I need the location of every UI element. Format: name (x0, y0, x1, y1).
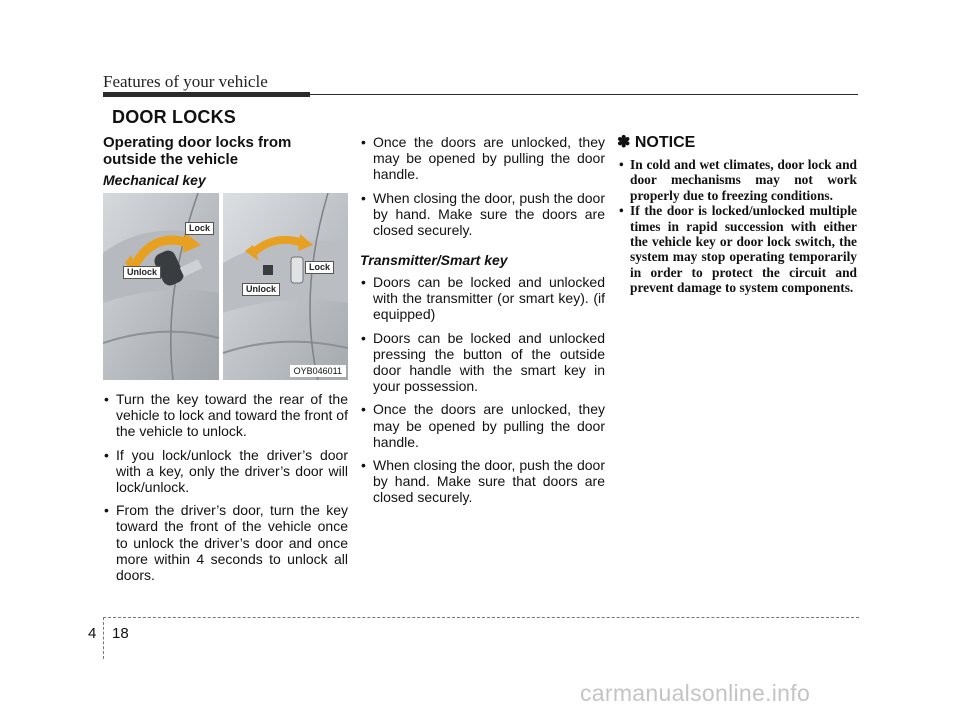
figure-label-lock-left: Lock (185, 222, 214, 235)
footer-divider (103, 617, 104, 659)
door-lock-cylinder (291, 257, 303, 283)
list-item: • When closing the door, push the door by hand. Make sure the doors are closed securely. (360, 190, 605, 239)
door-lock-illustration (103, 193, 348, 380)
col2-bullets-top (360, 134, 605, 245)
figure-code: OYB046011 (290, 365, 346, 377)
notice-icon: ✽ (617, 134, 631, 151)
door-lock-figure (103, 193, 348, 380)
figure-label-lock-right: Lock (305, 261, 334, 274)
header-bar (103, 92, 310, 97)
notice-heading (617, 132, 695, 152)
list-item: • Once the doors are unlocked, they may be opened by pulling the door handle. (360, 401, 605, 450)
figure-label-unlock-right: Unlock (242, 283, 280, 296)
page-chapter: 4 (88, 625, 97, 642)
notice-title: NOTICE (634, 134, 696, 151)
list-item: • If the door is locked/unlocked multiple times in rapid succession with either the vehicle key or door lock switch, the system may stop operating temporarily in order to protect the circuit and prevent damage to system components. (617, 203, 857, 295)
notice-list (617, 157, 857, 296)
list-item: • In cold and wet climates, door lock and door mechanisms may not work properly due to freezing conditions. (617, 157, 857, 203)
col1-bullets (103, 391, 348, 590)
col1-subheading: Mechanical key (103, 172, 206, 188)
watermark: carmanualsonline.info (580, 680, 811, 706)
list-item: • Once the doors are unlocked, they may be opened by pulling the door handle. (360, 134, 605, 183)
header-title: Features of your vehicle (103, 72, 268, 91)
list-item: • When closing the door, push the door by hand. Make sure that doors are closed securely. (360, 457, 605, 506)
list-item: • Doors can be locked and unlocked with the transmitter (or smart key). (if equipped) (360, 274, 605, 323)
col2-subheading: Transmitter/Smart key (360, 252, 508, 268)
col1-heading: Operating door locks from outside the vehicle (103, 134, 292, 168)
footer-rule (103, 617, 859, 618)
figure-label-unlock-left: Unlock (123, 266, 161, 279)
list-item: • Doors can be locked and unlocked pressing the button of the outside door handle with the smart key in your possession. (360, 330, 605, 395)
col2-bullets-bottom (360, 274, 605, 513)
list-item: • Turn the key toward the rear of the vehicle to lock and toward the front of the vehicle to unlock. (103, 391, 348, 440)
list-item: • From the driver’s door, turn the key toward the front of the vehicle once to unlock the driver’s door and once more within 4 seconds to unlock all doors. (103, 502, 348, 583)
list-item: • If you lock/unlock the driver’s door with a key, only the driver’s door will lock/unlock. (103, 447, 348, 496)
section-title: DOOR LOCKS (112, 107, 237, 127)
page-number: 18 (112, 625, 129, 642)
header-rule (310, 94, 858, 95)
